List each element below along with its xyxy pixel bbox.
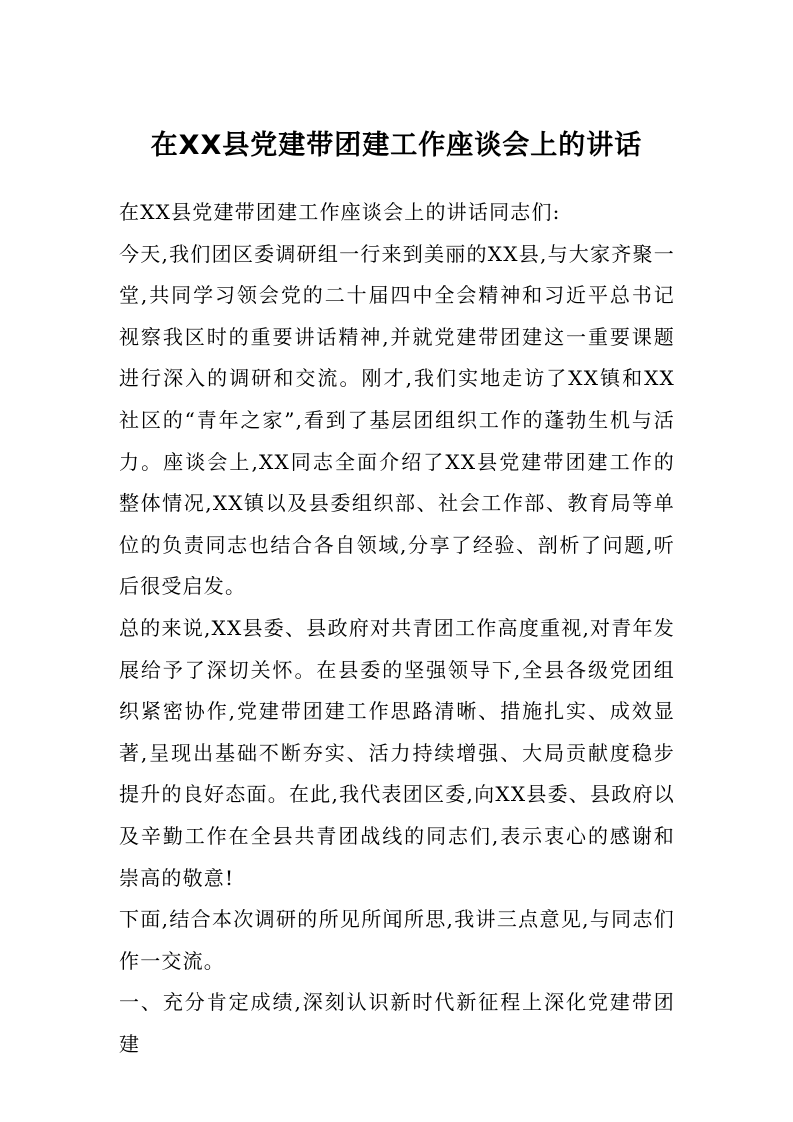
paragraph-transition: 下面,结合本次调研的所见所闻所思,我讲三点意见,与同志们作一交流。 bbox=[119, 907, 675, 973]
paragraph-summary: 总的来说,XX县委、县政府对共青团工作高度重视,对青年发展给予了深切关怀。在县委的坚强领导下,全县各级党团组织紧密协作,党建带团建工作思路清晰、措施扎实、成效显著,呈现出基础不断夯实、活力持续增强、大局贡献度稳步提升的良好态面。在此,我代表团区委,向XX县委、县政府以及辛勤工作在全县共青团战线的同志们,表示衷心的感谢和崇高的敬意! bbox=[119, 615, 675, 890]
paragraph-salutation: 在XX县党建带团建工作座谈会上的讲话同志们: bbox=[119, 200, 561, 224]
section-heading-one: 一、充分肯定成绩,深刻认识新时代新征程上深化党建带团建 bbox=[119, 990, 675, 1056]
paragraph-introduction: 今天,我们团区委调研组一行来到美丽的XX县,与大家齐聚一堂,共同学习领会党的二十届四中全会精神和习近平总书记视察我区时的重要讲话精神,并就党建带团建这一重要课题进行深入的调研和交流。刚才,我们实地走访了XX镇和XX社区的“青年之家”,看到了基层团组织工作的蓬勃生机与活力。座谈会上,XX同志全面介绍了XX县党建带团建工作的整体情况,XX镇以及县委组织部、社会工作部、教育局等单位的负责同志也结合各自领域,分享了经验、剖析了问题,听后很受启发。 bbox=[119, 241, 675, 599]
document-body bbox=[119, 192, 675, 1065]
document-title: 在XX县党建带团建工作座谈会上的讲话 bbox=[150, 130, 643, 161]
